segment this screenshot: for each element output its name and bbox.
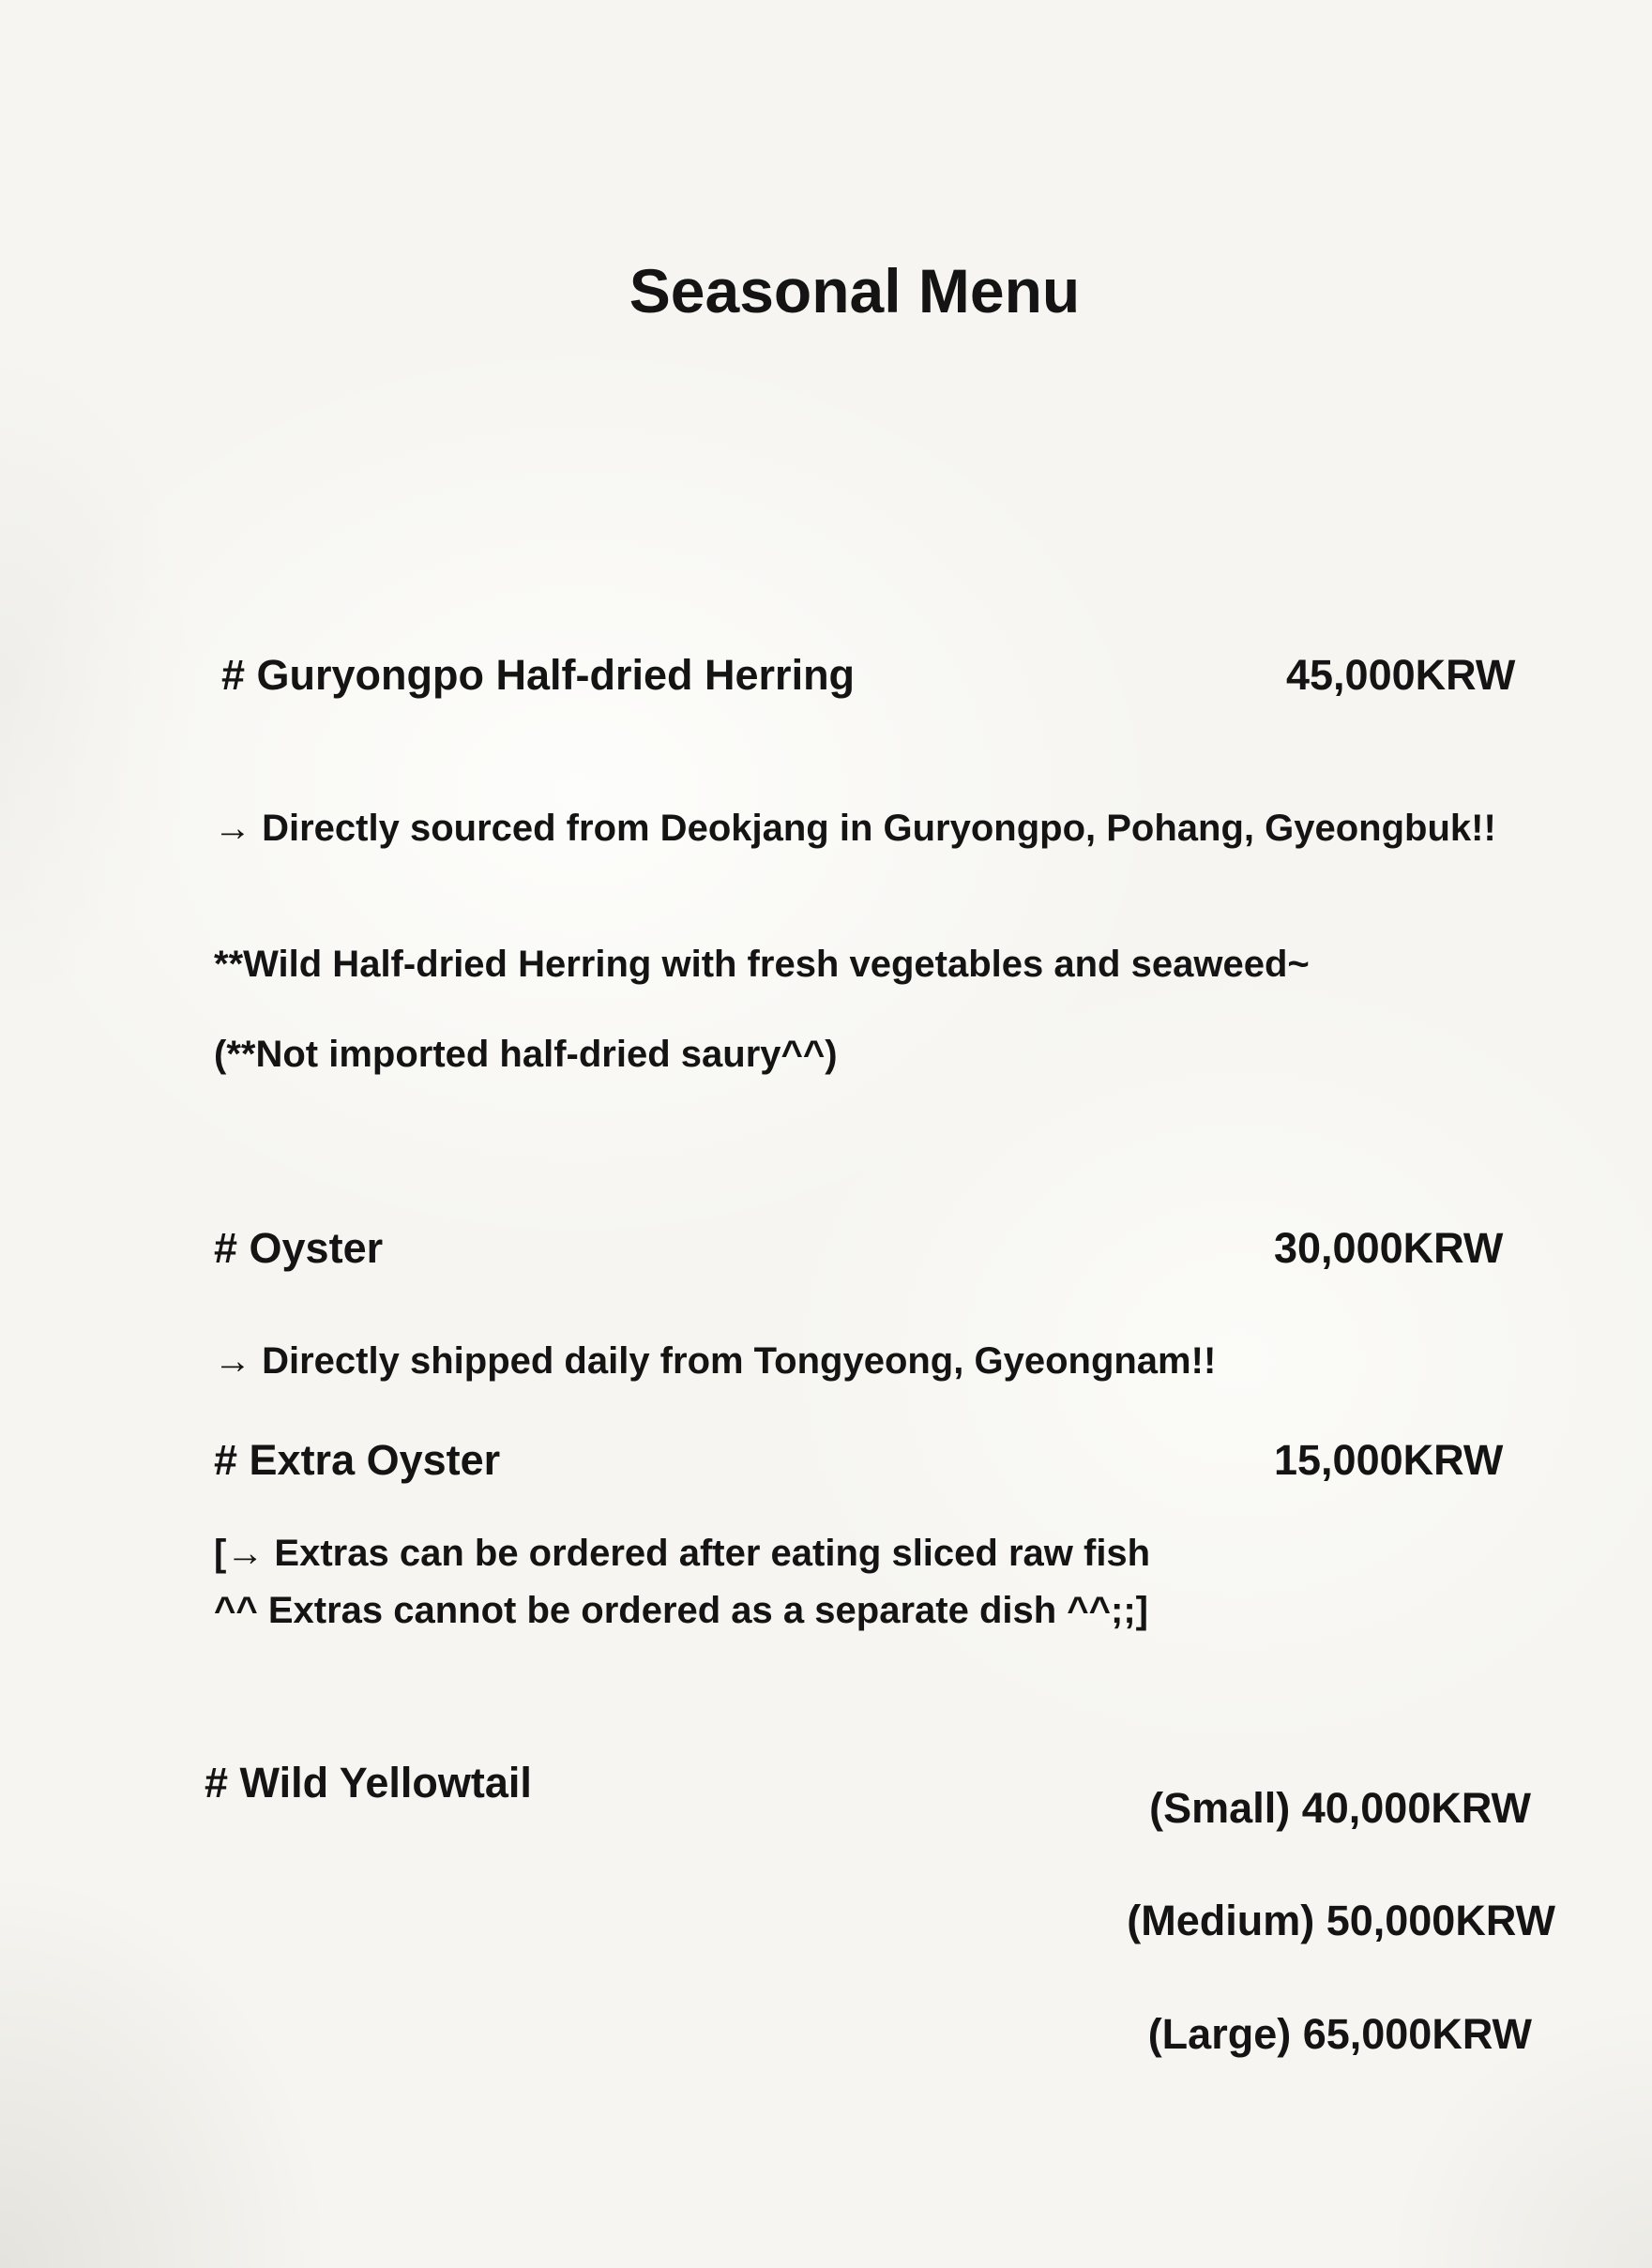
item-description-extra-oyster-note: ^^ Extras cannot be ordered as a separate dish ^^;;] [214, 1590, 1148, 1631]
item-name-herring: # Guryongpo Half-dried Herring [221, 651, 856, 699]
item-description-herring-note: (**Not imported half-dried saury^^) [214, 1034, 838, 1075]
item-name-extra-oyster: # Extra Oyster [214, 1436, 501, 1484]
item-price-herring: 45,000KRW [1286, 651, 1516, 699]
item-price-yellowtail-large: (Large) 65,000KRW [1147, 2010, 1532, 2058]
item-price-oyster: 30,000KRW [1274, 1224, 1504, 1272]
item-description-oyster-origin: → Directly shipped daily from Tongyeong, Gyeongnam!! [214, 1340, 1217, 1382]
item-name-oyster: # Oyster [214, 1224, 384, 1272]
item-name-yellowtail: # Wild Yellowtail [205, 1759, 532, 1807]
item-description-extra-oyster-rule: [→ Extras can be ordered after eating sliced raw fish [214, 1533, 1151, 1574]
item-price-yellowtail-medium: (Medium) 50,000KRW [1127, 1897, 1555, 1944]
menu-title: Seasonal Menu [629, 256, 1081, 325]
item-description-herring-origin: → Directly sourced from Deokjang in Guryongpo, Pohang, Gyeongbuk!! [214, 808, 1496, 849]
item-price-extra-oyster: 15,000KRW [1274, 1436, 1504, 1484]
item-description-herring-serving: **Wild Half-dried Herring with fresh vegetables and seaweed~ [214, 944, 1310, 985]
item-price-yellowtail-small: (Small) 40,000KRW [1149, 1784, 1531, 1832]
